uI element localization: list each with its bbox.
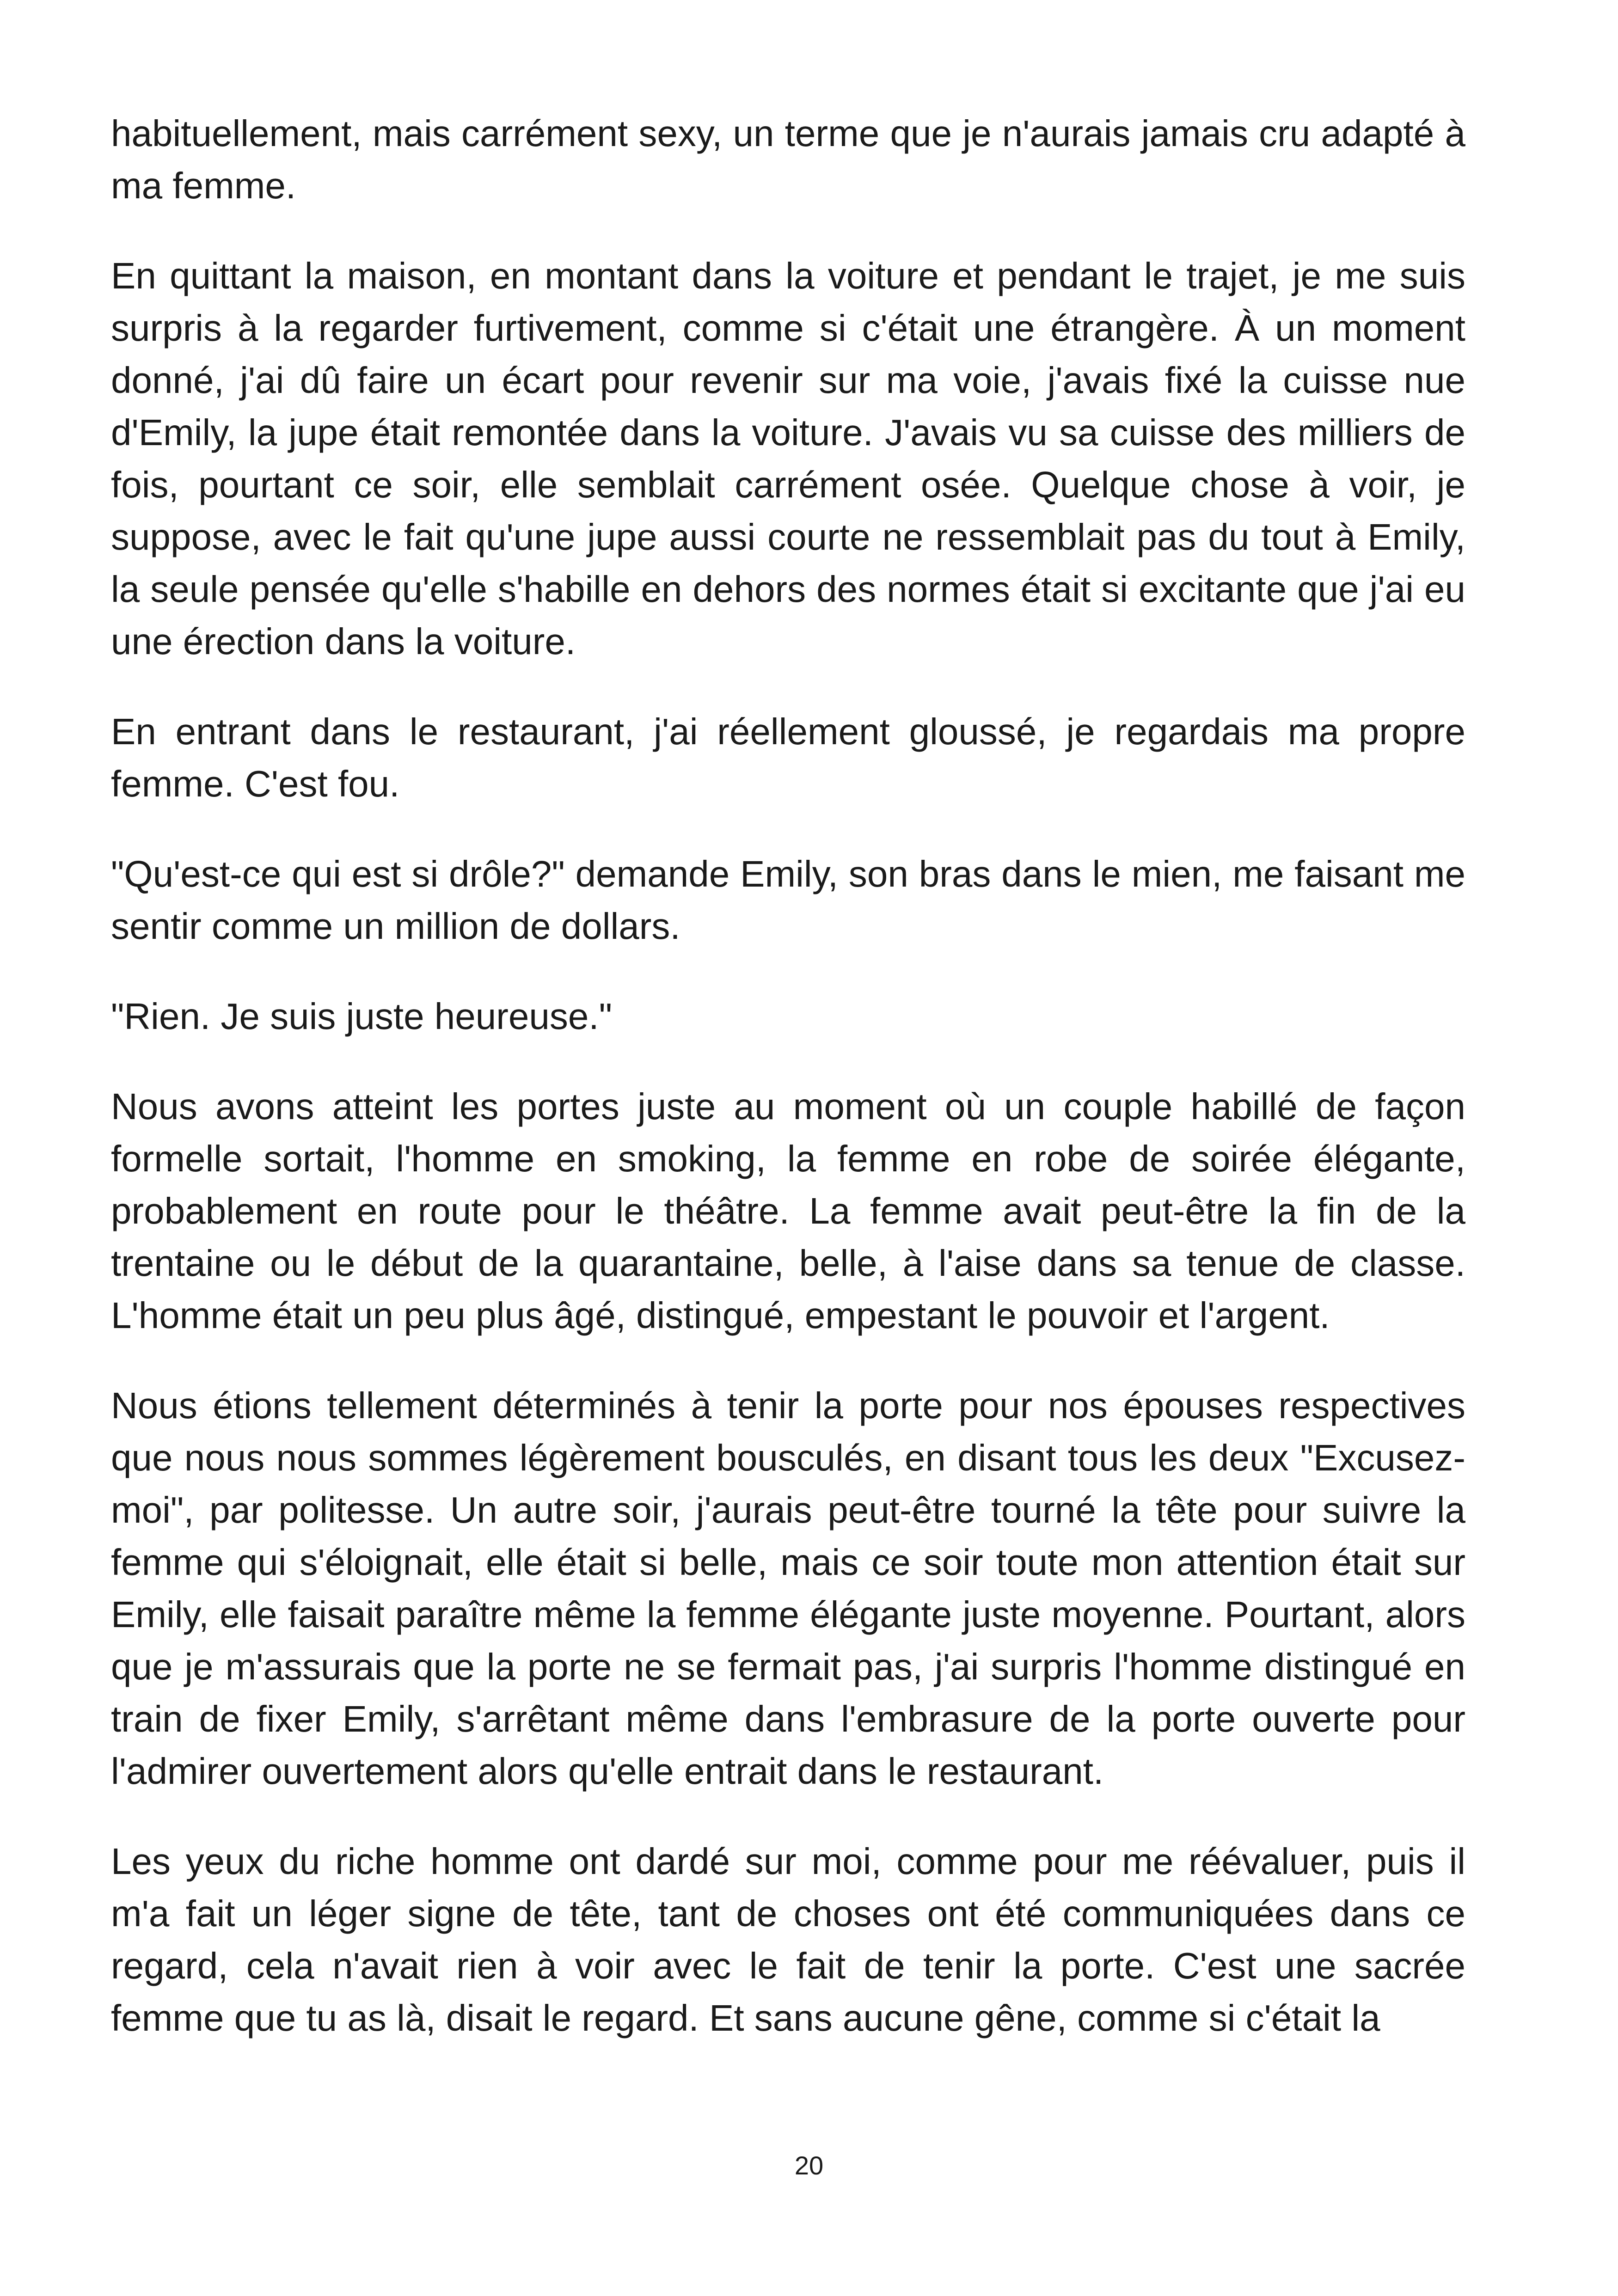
paragraph: Nous avons atteint les portes juste au moment où un couple habillé de façon formelle sortait, l'homme en smoking, la femme en robe de soirée élégante, probablement en route pour le théâtre. La femme avait peut-être la fin de la trentaine ou le début de la quarantaine, belle, à l'aise dans sa tenue de classe. L'homme était un peu plus âgé, distingué, empestant le pouvoir et l'argent. (111, 1086, 1465, 1336)
paragraph: Nous étions tellement déterminés à tenir la porte pour nos épouses respectives que nous nous sommes légèrement bousculés, en disant tous les deux "Excusez-moi", par politesse. Un autre soir, j'aurais peut-être tourné la tête pour suivre la femme qui s'éloignait, elle était si belle, mais ce soir toute mon attention était sur Emily, elle faisait paraître même la femme élégante juste moyenne. Pourtant, alors que je m'assurais que la porte ne se fermait pas, j'ai surpris l'homme distingué en train de fixer Emily, s'arrêtant même dans l'embrasure de la porte ouverte pour l'admirer ouvertement alors qu'elle entrait dans le restaurant. (111, 1385, 1465, 1792)
paragraph: En quittant la maison, en montant dans la voiture et pendant le trajet, je me suis surpris à la regarder furtivement, comme si c'était une étrangère. À un moment donné, j'ai dû faire un écart pour revenir sur ma voie, j'avais fixé la cuisse nue d'Emily, la jupe était remontée dans la voiture. J'avais vu sa cuisse des milliers de fois, pourtant ce soir, elle semblait carrément osée. Quelque chose à voir, je suppose, avec le fait qu'une jupe aussi courte ne ressemblait pas du tout à Emily, la seule pensée qu'elle s'habille en dehors des normes était si excitante que j'ai eu une érection dans la voiture. (111, 255, 1465, 662)
paragraph: "Rien. Je suis juste heureuse." (111, 996, 613, 1037)
paragraph: "Qu'est-ce qui est si drôle?" demande Emily, son bras dans le mien, me faisant me sentir comme un million de dollars. (111, 853, 1465, 947)
paragraph: Les yeux du riche homme ont dardé sur moi, comme pour me réévaluer, puis il m'a fait un léger signe de tête, tant de choses ont été communiquées dans ce regard, cela n'avait rien à voir avec le fait de tenir la porte. C'est une sacrée femme que tu as là, disait le regard. Et sans aucune gêne, comme si c'était la (111, 1841, 1465, 2039)
page-number: 20 (794, 2151, 824, 2180)
body-text (111, 107, 1465, 2044)
paragraph: En entrant dans le restaurant, j'ai réellement gloussé, je regardais ma propre femme. C'est fou. (111, 711, 1465, 804)
paragraph: habituellement, mais carrément sexy, un terme que je n'aurais jamais cru adapté à ma femme. (111, 113, 1465, 206)
